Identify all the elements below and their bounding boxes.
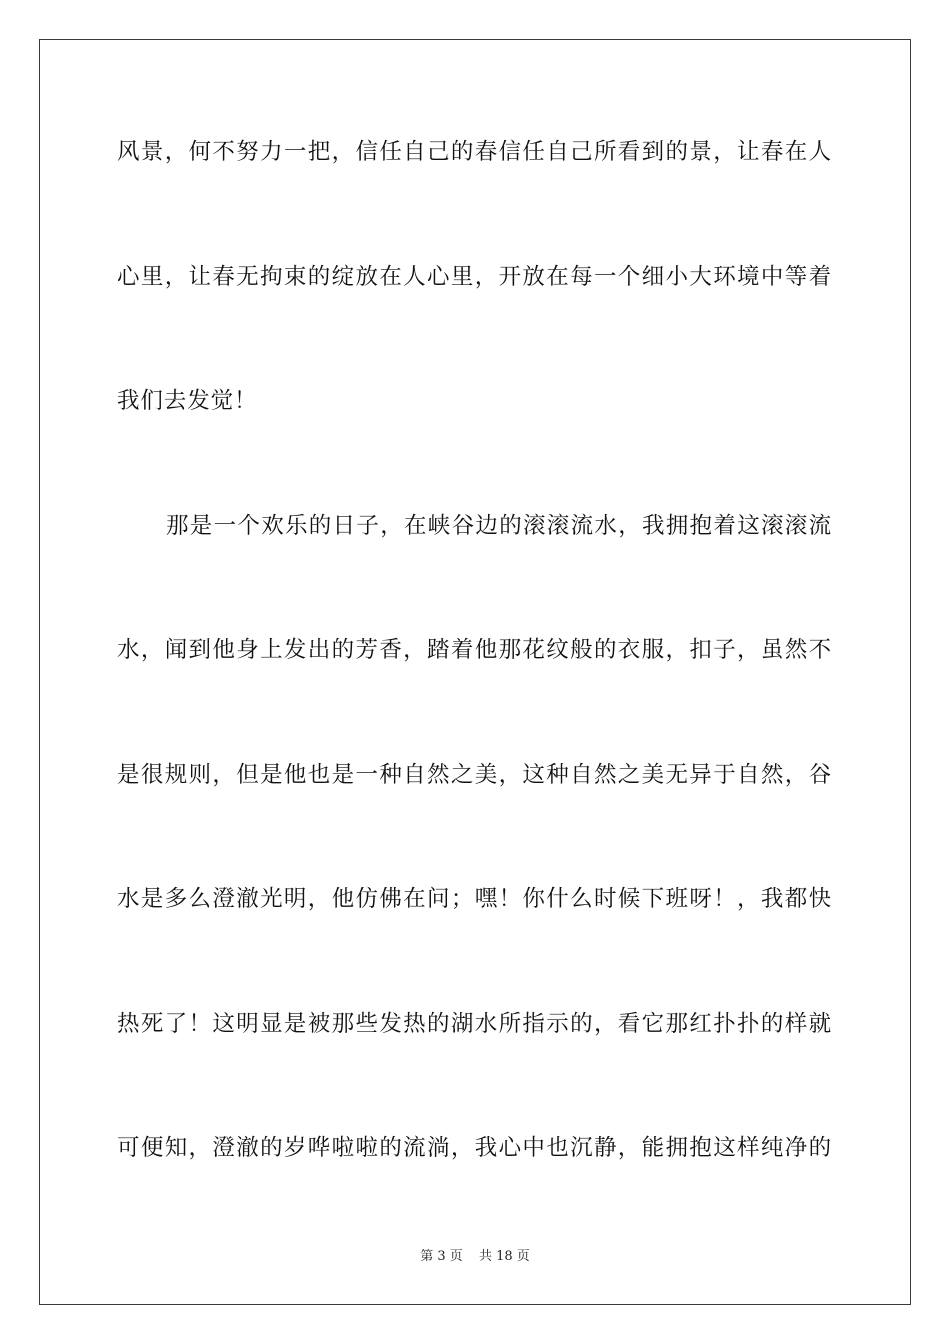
paragraph-line-8: 热死了！这明显是被那些发热的湖水所指示的，看它那红扑扑的样就 xyxy=(117,1011,832,1037)
paragraph-line-6: 是很规则，但是他也是一种自然之美，这种自然之美无异于自然，谷 xyxy=(117,762,832,788)
paragraph-line-3: 我们去发觉！ xyxy=(117,388,258,414)
paragraph-line-7: 水是多么澄澈光明，他仿佛在问；嘿！你什么时候下班呀！，我都快 xyxy=(117,886,832,912)
paragraph-line-1: 风景，何不努力一把，信任自己的春信任自己所看到的景，让春在人 xyxy=(117,139,832,165)
paragraph-line-5: 水，闻到他身上发出的芳香，踏着他那花纹般的衣服，扣子，虽然不 xyxy=(117,637,832,663)
paragraph-line-2: 心里，让春无拘束的绽放在人心里，开放在每一个细小大环境中等着 xyxy=(117,264,832,290)
page-number: 第 3 页 xyxy=(420,1249,463,1264)
paragraph-line-9: 可便知，澄澈的岁哗啦啦的流淌，我心中也沉静，能拥抱这样纯净的 xyxy=(117,1135,832,1161)
paragraph-line-4: 那是一个欢乐的日子，在峡谷边的滚滚流水，我拥抱着这滚滚流 xyxy=(166,513,832,539)
page-footer xyxy=(0,1245,950,1264)
page-border xyxy=(39,39,911,1305)
page-total: 共 18 页 xyxy=(478,1249,530,1264)
